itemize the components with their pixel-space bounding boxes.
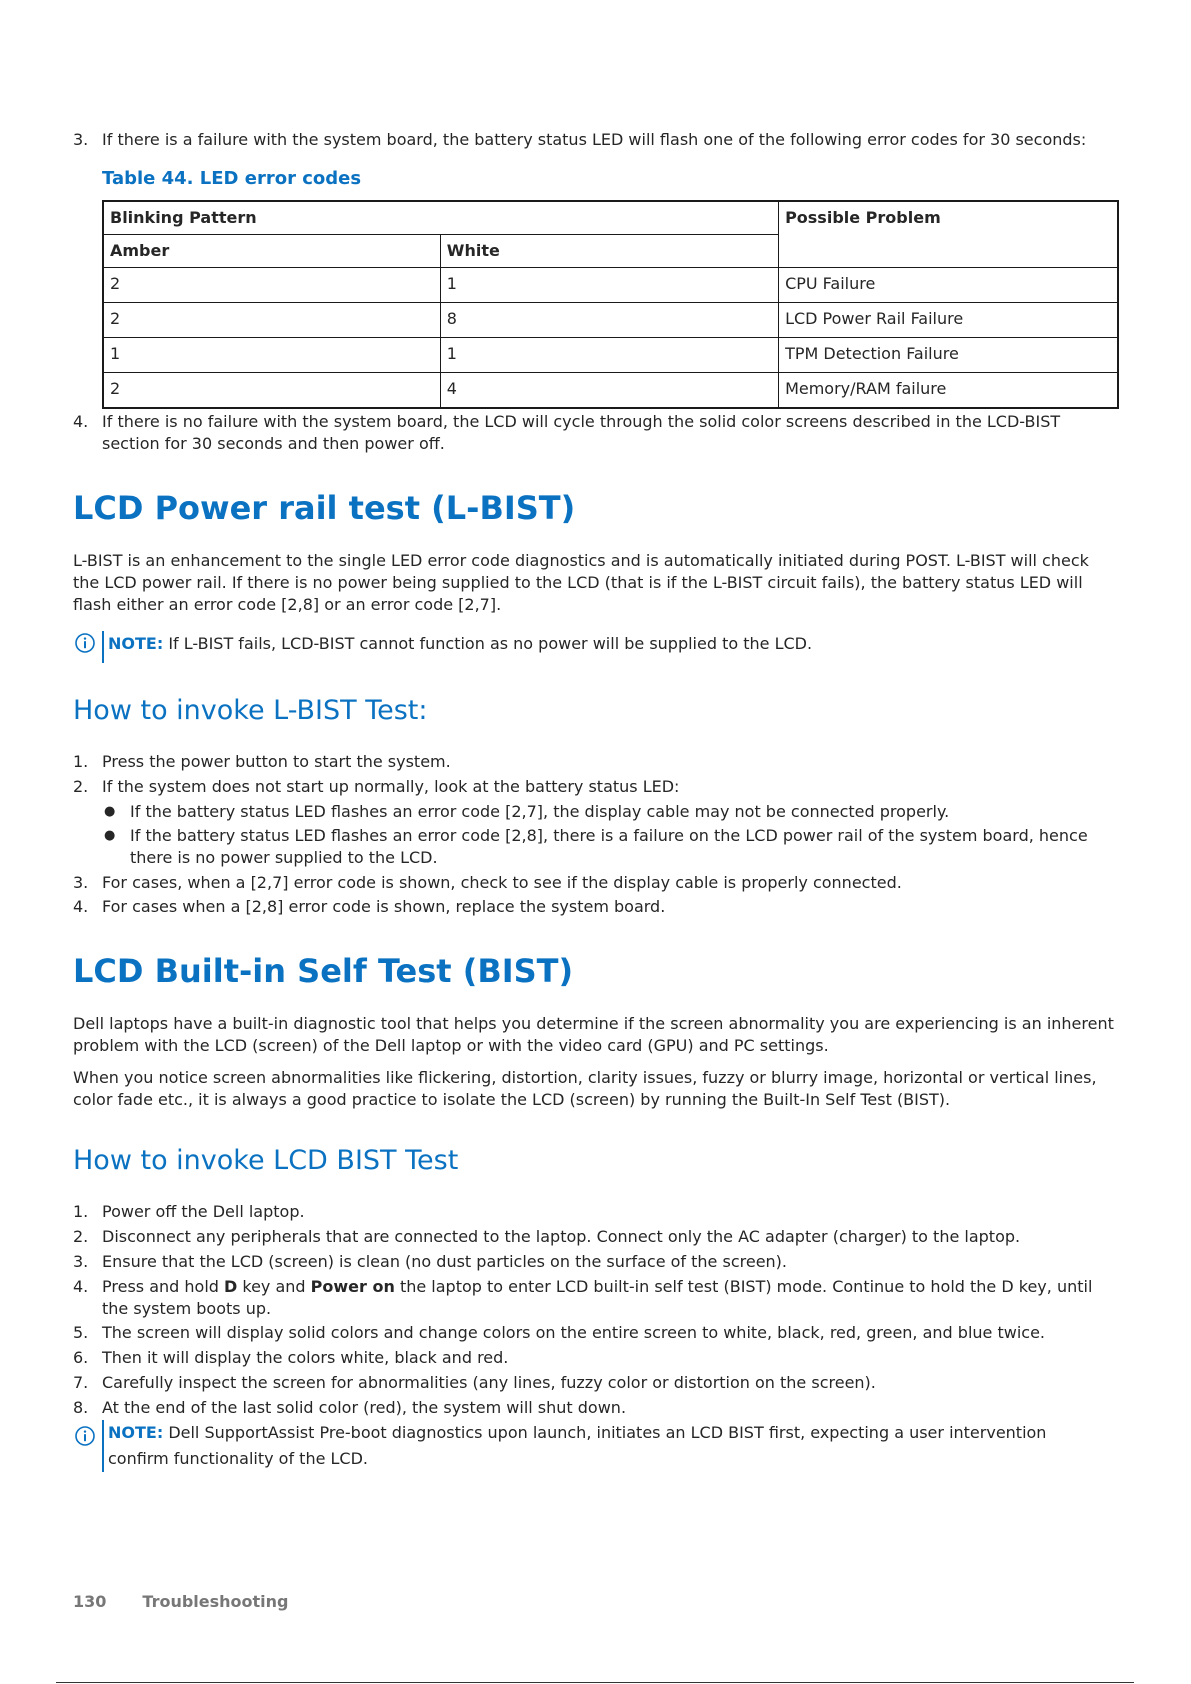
list-text <box>102 1277 1092 1318</box>
list-item <box>73 1251 1118 1273</box>
text-run: Press and hold <box>102 1277 224 1296</box>
cell-white: 1 <box>440 338 778 373</box>
step-list-top <box>73 129 1118 151</box>
led-error-table <box>102 200 1119 409</box>
list-item <box>73 1322 1118 1344</box>
list-item <box>73 129 1118 151</box>
invoke-lbist-steps <box>73 751 1118 918</box>
list-item <box>73 1226 1118 1248</box>
key-d-bold: D <box>224 1277 238 1296</box>
list-text: Press the power button to start the system. <box>102 752 451 771</box>
bist-paragraph-2: When you notice screen abnormalities like flickering, distortion, clarity issues, fuzzy or blurry image, horizontal or vertical lines, color fade etc., it is always a good practice to isolate the LCD (screen) by running the Built-In Self Test (BIST). <box>73 1068 1097 1109</box>
list-number: 4. <box>73 1277 89 1296</box>
footer-rule <box>56 1682 1134 1683</box>
note-bar <box>102 631 104 663</box>
list-text: Power off the Dell laptop. <box>102 1202 305 1221</box>
table-row <box>103 338 1118 373</box>
heading-invoke-bist: How to invoke LCD BIST Test <box>73 1145 459 1176</box>
bullet-text: If the battery status LED flashes an error code [2,8], there is a failure on the LCD power rail of the system board, hence there is no power supplied to the LCD. <box>130 826 1088 867</box>
page-number: 130 <box>73 1592 107 1611</box>
bullet-text: If the battery status LED flashes an error code [2,7], the display cable may not be connected properly. <box>130 802 950 821</box>
bullet-item <box>73 801 1118 823</box>
cell-amber: 2 <box>103 303 440 338</box>
list-item <box>73 872 1118 894</box>
note-text <box>108 1420 1108 1472</box>
list-number: 1. <box>73 752 89 771</box>
cell-problem: TPM Detection Failure <box>779 338 1118 373</box>
info-icon <box>75 633 95 653</box>
table-row <box>103 303 1118 338</box>
bullet-glyph: ● <box>104 828 116 843</box>
table-row <box>103 373 1118 409</box>
note-bist <box>73 1420 1118 1472</box>
list-number: 2. <box>73 1227 89 1246</box>
cell-problem: CPU Failure <box>779 268 1118 303</box>
list-text: Then it will display the colors white, black and red. <box>102 1348 509 1367</box>
list-number: 8. <box>73 1398 89 1417</box>
page-footer <box>73 1592 289 1611</box>
list-number: 4. <box>73 412 89 431</box>
header-possible-problem: Possible Problem <box>779 201 1118 268</box>
heading-invoke-lbist: How to invoke L-BIST Test: <box>73 695 428 726</box>
bullet-glyph: ● <box>104 804 116 819</box>
list-item <box>73 411 1118 455</box>
text-run: the laptop to enter LCD built-in self test (BIST) mode. Continue to hold the D key, until the system boots up. <box>102 1277 1093 1318</box>
header-amber: Amber <box>103 235 440 268</box>
note-bar <box>102 1420 104 1472</box>
cell-white: 4 <box>440 373 778 409</box>
step-list-after-table <box>73 411 1118 455</box>
cell-amber: 1 <box>103 338 440 373</box>
list-item <box>73 751 1118 773</box>
note-text <box>108 631 1108 657</box>
lbist-paragraph: L-BIST is an enhancement to the single LED error code diagnostics and is automatically initiated during POST. L-BIST will check the LCD power rail. If there is no power being supplied to the LCD (that is if the L-BIST circuit fails), the battery status LED will flash either an error code [2,8] or an error code [2,7]. <box>73 551 1089 614</box>
list-text: If the system does not start up normally, look at the battery status LED: <box>102 777 680 796</box>
note-label: NOTE: <box>108 634 164 653</box>
list-number: 3. <box>73 130 89 149</box>
cell-problem: LCD Power Rail Failure <box>779 303 1118 338</box>
list-number: 3. <box>73 873 89 892</box>
list-item <box>73 1347 1118 1369</box>
note-body: Dell SupportAssist Pre-boot diagnostics upon launch, initiates an LCD BIST first, expecting a user intervention confirm functionality of the LCD. <box>108 1423 1047 1468</box>
list-text: The screen will display solid colors and change colors on the entire screen to white, black, red, green, and blue twice. <box>102 1323 1045 1342</box>
header-blinking-pattern: Blinking Pattern <box>103 201 779 235</box>
cell-problem: Memory/RAM failure <box>779 373 1118 409</box>
list-number: 1. <box>73 1202 89 1221</box>
heading-lcd-bist: LCD Built-in Self Test (BIST) <box>73 952 574 990</box>
list-text: Carefully inspect the screen for abnormalities (any lines, fuzzy color or distortion on the screen). <box>102 1373 876 1392</box>
cell-white: 8 <box>440 303 778 338</box>
list-text: If there is a failure with the system board, the battery status LED will flash one of the following error codes for 30 seconds: <box>102 130 1087 149</box>
list-number: 7. <box>73 1373 89 1392</box>
note-lbist <box>73 631 1118 663</box>
table-row <box>103 268 1118 303</box>
cell-amber: 2 <box>103 268 440 303</box>
footer-section-title: Troubleshooting <box>142 1592 289 1611</box>
list-number: 2. <box>73 777 89 796</box>
note-label: NOTE: <box>108 1423 164 1442</box>
heading-lcd-power-rail-test: LCD Power rail test (L-BIST) <box>73 489 576 527</box>
list-text: Disconnect any peripherals that are connected to the laptop. Connect only the AC adapter (charger) to the laptop. <box>102 1227 1021 1246</box>
list-text: Ensure that the LCD (screen) is clean (no dust particles on the surface of the screen). <box>102 1252 787 1271</box>
list-item <box>73 1397 1118 1419</box>
list-number: 4. <box>73 897 89 916</box>
info-icon <box>75 1426 95 1446</box>
cell-white: 1 <box>440 268 778 303</box>
invoke-bist-steps <box>73 1201 1118 1419</box>
list-item <box>73 1201 1118 1223</box>
table-caption: Table 44. LED error codes <box>102 168 362 189</box>
power-on-bold: Power on <box>310 1277 395 1296</box>
list-item <box>73 776 1118 798</box>
text-run: key and <box>237 1277 311 1296</box>
list-item <box>73 896 1118 918</box>
list-text: At the end of the last solid color (red), the system will shut down. <box>102 1398 627 1417</box>
note-body: If L-BIST fails, LCD-BIST cannot function as no power will be supplied to the LCD. <box>163 634 813 653</box>
list-text: For cases when a [2,8] error code is shown, replace the system board. <box>102 897 666 916</box>
list-text: For cases, when a [2,7] error code is shown, check to see if the display cable is properly connected. <box>102 873 902 892</box>
list-number: 3. <box>73 1252 89 1271</box>
list-item <box>73 1372 1118 1394</box>
cell-amber: 2 <box>103 373 440 409</box>
bullet-item <box>73 825 1118 869</box>
list-text: If there is no failure with the system board, the LCD will cycle through the solid color screens described in the LCD-BIST section for 30 seconds and then power off. <box>102 412 1061 453</box>
list-number: 5. <box>73 1323 89 1342</box>
list-item <box>73 1276 1118 1320</box>
bist-paragraph-1: Dell laptops have a built-in diagnostic tool that helps you determine if the screen abnormality you are experiencing is an inherent problem with the LCD (screen) of the Dell laptop or with the video card (GPU) and PC settings. <box>73 1014 1114 1055</box>
list-number: 6. <box>73 1348 89 1367</box>
header-white: White <box>440 235 778 268</box>
